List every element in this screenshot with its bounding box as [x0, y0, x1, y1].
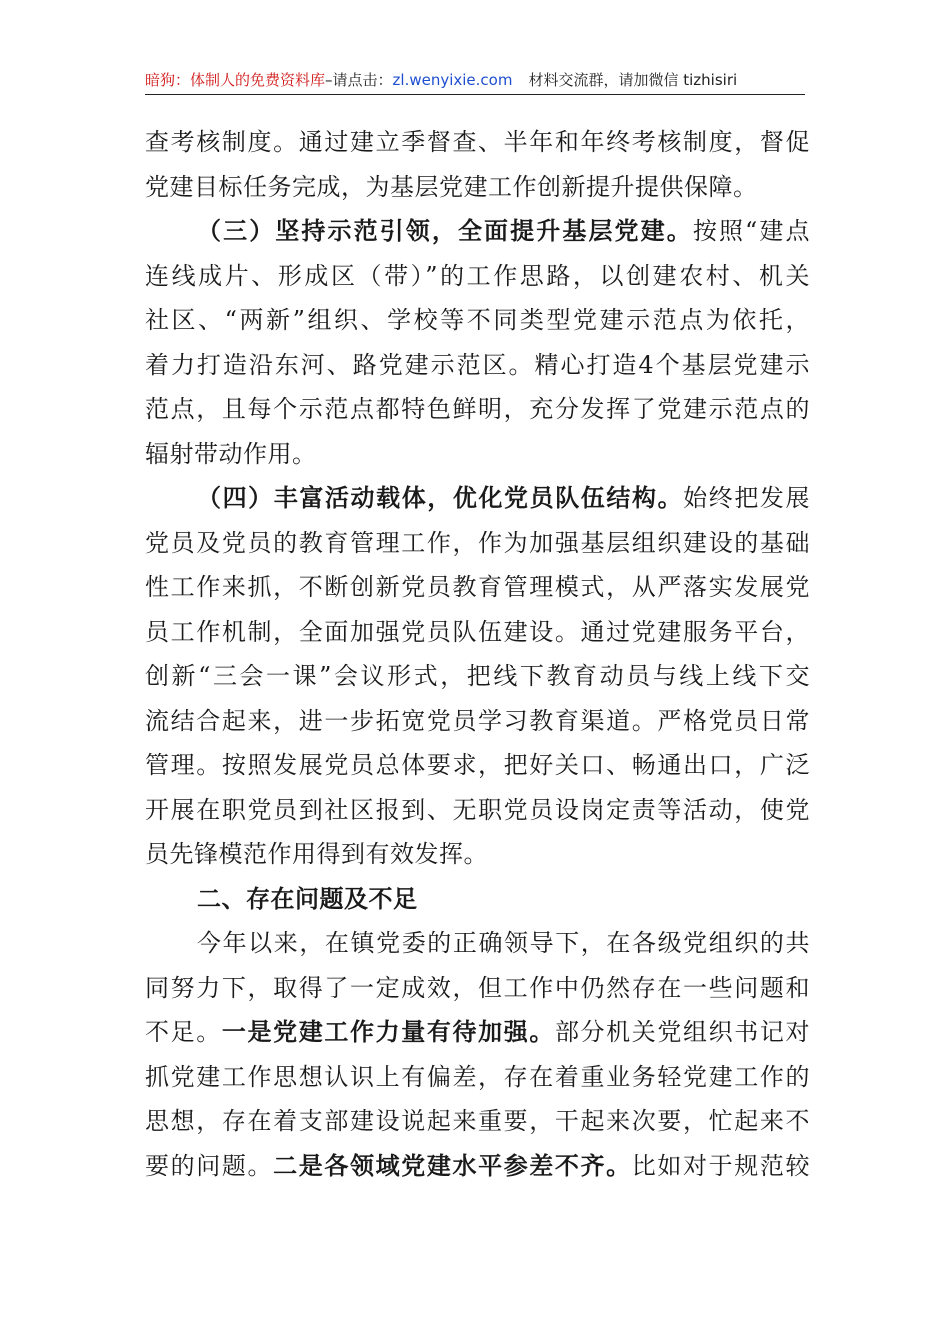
document-body: [145, 120, 810, 1188]
paragraph-line: 范点，且每个示范点都特色鲜明，充分发挥了党建示范点的: [145, 395, 810, 423]
paragraph-line: 性工作来抓，不断创新党员教育管理模式，从严落实发展党: [145, 573, 810, 601]
header-group-text: 材料交流群，请加微信 tizhisiri: [528, 71, 738, 89]
paragraph-line: 思想，存在着支部建设说起来重要，干起来次要，忙起来不: [145, 1107, 810, 1135]
paragraph-line: 抓党建工作思想认识上有偏差，存在着重业务轻党建工作的: [145, 1062, 810, 1091]
paragraph-line: 党员及党员的教育管理工作，作为加强基层组织建设的基础: [145, 528, 810, 557]
paragraph-text: 不足。: [145, 1018, 222, 1046]
paragraph-text: 按照“建点: [692, 217, 810, 245]
section-three-heading: （三）坚持示范引领，全面提升基层党建。: [197, 216, 693, 245]
section-heading-problems: 二、存在问题及不足: [197, 884, 418, 913]
paragraph-line: 流结合起来，进一步拓宽党员学习教育渠道。严格党员日常: [145, 706, 810, 735]
section-four-first-line: [145, 476, 810, 521]
header-click-prefix: –请点击：: [325, 71, 393, 89]
watermark-header: [145, 68, 805, 95]
paragraph-text: 要的问题。: [145, 1151, 274, 1180]
paragraph-line: 员先锋模范作用得到有效发挥。: [145, 840, 488, 868]
paragraph-line: 管理。按照发展党员总体要求，把好关口、畅通出口，广泛: [145, 751, 810, 779]
paragraph-line: 社区、“两新”组织、学校等不同类型党建示范点为依托，: [145, 306, 810, 334]
header-site-name: 暗狗：体制人的免费资料库: [145, 71, 326, 89]
section-four-heading: （四）丰富活动载体，优化党员队伍结构。: [197, 483, 684, 512]
problem-two-heading: 二是各领域党建水平参差不齐。: [273, 1150, 632, 1180]
paragraph-text: 始终把发展: [683, 484, 811, 512]
paragraph-line: 党建目标任务完成，为基层党建工作创新提升提供保障。: [145, 172, 758, 201]
section-three-first-line: [145, 209, 810, 254]
paragraph-line: 查考核制度。通过建立季督查、半年和年终考核制度，督促: [145, 128, 810, 156]
paragraph-text: 部分机关党组织书记对: [554, 1018, 811, 1046]
problem-two-line: [145, 1144, 810, 1189]
paragraph-line: 创新“三会一课”会议形式，把线下教育动员与线上线下交: [145, 662, 810, 690]
paragraph-line: 员工作机制，全面加强党员队伍建设。通过党建服务平台，: [145, 617, 810, 646]
paragraph-line: 同努力下，取得了一定成效，但工作中仍然存在一些问题和: [145, 973, 810, 1002]
paragraph-line: 开展在职党员到社区报到、无职党员设岗定责等活动，使党: [145, 795, 810, 824]
paragraph-line: 连线成片、形成区（带）”的工作思路，以创建农村、机关: [145, 261, 810, 290]
paragraph-line: 辐射带动作用。: [145, 439, 317, 468]
paragraph-line: 着力打造沿东河、路党建示范区。精心打造4个基层党建示: [145, 350, 810, 379]
problem-one-line: [145, 1010, 810, 1055]
paragraph-line: 今年以来，在镇党委的正确领导下，在各级党组织的共: [197, 929, 810, 957]
paragraph-text: 比如对于规范较: [631, 1151, 811, 1180]
header-url-link[interactable]: zl.wenyixie.com: [392, 71, 513, 89]
problem-one-heading: 一是党建工作力量有待加强。: [221, 1017, 555, 1046]
